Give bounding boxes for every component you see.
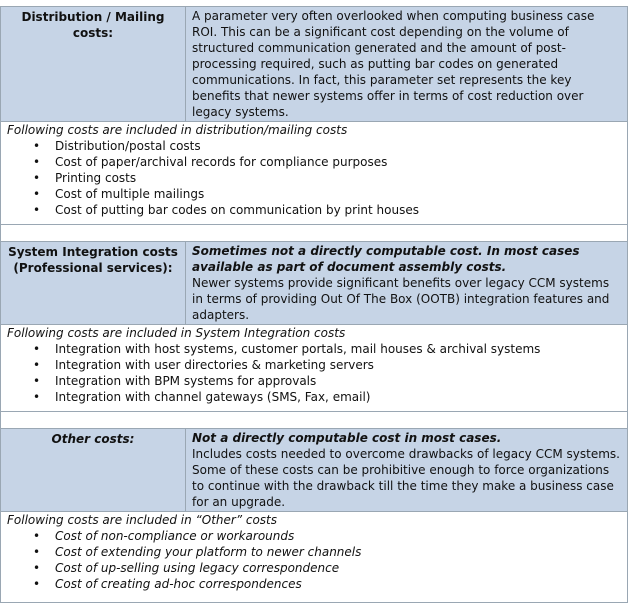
bullet-icon: • — [33, 342, 41, 356]
bullet-icon: • — [33, 390, 41, 404]
bullet-icon: • — [33, 561, 41, 575]
bullet-icon: • — [33, 577, 41, 591]
list-item: • Cost of putting bar codes on communication by print houses — [33, 203, 419, 217]
list-intro: Following costs are included in “Other” costs — [7, 513, 278, 527]
section-label: Distribution / Mailing costs: — [1, 7, 186, 122]
list-item: • Cost of creating ad-hoc correspondences — [33, 577, 302, 591]
cost-list — [7, 528, 623, 592]
list-intro: Following costs are included in System Integration costs — [7, 326, 346, 340]
section-other-header — [1, 429, 628, 512]
list-intro: Following costs are included in distribution/mailing costs — [7, 123, 348, 137]
bullet-icon: • — [33, 139, 41, 153]
section-description-text: A parameter very often overlooked when computing business case ROI. This can be a significant cost depending on the volume of structured communication generated and the amount of post-processing required, such as putting bar codes on generated communications. In fact, this parameter set represents the key benefits that newer systems offer in terms of cost reduction over legacy systems. — [192, 9, 595, 119]
section-integration-list — [1, 325, 628, 412]
list-item: • Integration with user directories & marketing servers — [33, 358, 374, 372]
bullet-icon: • — [33, 187, 41, 201]
cost-list — [7, 341, 623, 405]
section-emphasis: Not a directly computable cost in most cases. — [192, 431, 502, 445]
bullet-icon: • — [33, 545, 41, 559]
bullet-icon: • — [33, 155, 41, 169]
bullet-icon: • — [33, 358, 41, 372]
section-distribution-header — [1, 7, 628, 122]
section-description-text: Newer systems provide significant benefits over legacy CCM systems in terms of providing Out Of The Box (OOTB) integration features and adapters. — [192, 276, 610, 322]
cost-table — [0, 6, 628, 603]
section-description — [186, 429, 628, 512]
list-item: • Distribution/postal costs — [33, 139, 201, 153]
list-item: • Cost of paper/archival records for compliance purposes — [33, 155, 388, 169]
section-description-text: Includes costs needed to overcome drawbacks of legacy CCM systems. Some of these costs can be prohibitive enough to force organizations to continue with the drawback till the time they make a business case for an upgrade. — [192, 447, 620, 509]
section-spacer — [1, 225, 628, 242]
cost-list-cell — [1, 325, 628, 412]
list-item: • Cost of up-selling using legacy correspondence — [33, 561, 340, 575]
list-item: • Printing costs — [33, 171, 137, 185]
cost-list — [7, 138, 623, 218]
section-description — [186, 7, 628, 122]
list-item: • Integration with BPM systems for approvals — [33, 374, 317, 388]
section-emphasis: Sometimes not a directly computable cost. In most cases available as part of document assembly costs. — [192, 244, 580, 274]
bullet-icon: • — [33, 171, 41, 185]
list-item: • Cost of extending your platform to newer channels — [33, 545, 362, 559]
cost-list-cell — [1, 512, 628, 603]
list-item: • Integration with channel gateways (SMS, Fax, email) — [33, 390, 371, 404]
section-other-list — [1, 512, 628, 603]
cost-list-cell — [1, 122, 628, 225]
section-label: Other costs: — [1, 429, 186, 512]
section-label: System Integration costs (Professional services): — [1, 242, 186, 325]
list-item: • Cost of multiple mailings — [33, 187, 205, 201]
bullet-icon: • — [33, 203, 41, 217]
section-integration-header — [1, 242, 628, 325]
list-item: • Cost of non-compliance or workarounds — [33, 529, 295, 543]
list-item: • Integration with host systems, customer portals, mail houses & archival systems — [33, 342, 541, 356]
bullet-icon: • — [33, 374, 41, 388]
section-spacer — [1, 412, 628, 429]
section-description — [186, 242, 628, 325]
bullet-icon: • — [33, 529, 41, 543]
section-distribution-list — [1, 122, 628, 225]
